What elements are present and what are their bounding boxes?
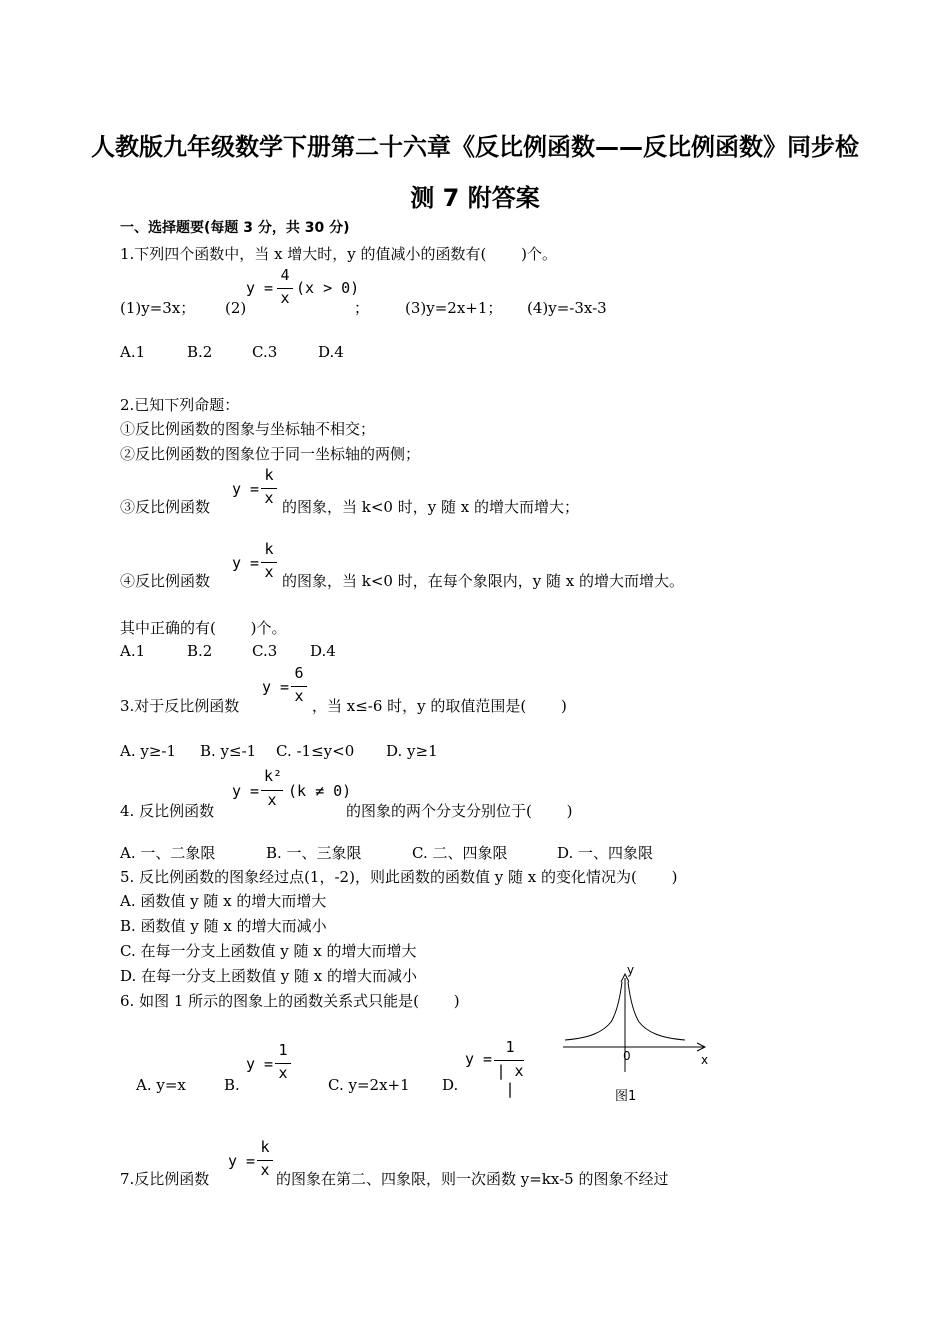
q5-choice-d: D. 在每一分支上函数值 y 随 x 的增大而减小 xyxy=(120,967,418,985)
formula-lhs: y = xyxy=(232,480,260,498)
q7-prefix: 7.反比例函数 xyxy=(120,1170,210,1188)
q1-option-2-label: (2) xyxy=(225,299,247,317)
formula-numerator: k² xyxy=(263,767,283,785)
q2-proposition-2: ②反比例函数的图象位于同一坐标轴的两侧； xyxy=(120,445,421,463)
q6-choice-c: C. y=2x+1 xyxy=(328,1076,410,1094)
formula-denominator: x xyxy=(267,791,277,809)
q1-option-2-separator: ； xyxy=(354,299,370,317)
q4-choice-a: A. 一、二象限 xyxy=(120,844,216,862)
formula-denominator: x xyxy=(260,1161,270,1179)
q6-choice-b-label: B. xyxy=(224,1076,240,1094)
q2-choice-b: B.2 xyxy=(187,642,213,660)
fraction-bar xyxy=(494,1060,524,1061)
formula-lhs: y = xyxy=(228,1152,256,1170)
formula-lhs: y = xyxy=(262,678,290,696)
q2-tail: 其中正确的有( )个。 xyxy=(120,619,287,637)
q6-choice-d-label: D. xyxy=(442,1076,459,1094)
q4-prefix: 4. 反比例函数 xyxy=(120,802,215,820)
q5-choice-b: B. 函数值 y 随 x 的增大而减小 xyxy=(120,917,327,935)
q6-choice-a: A. y=x xyxy=(136,1076,186,1094)
q3-choice-c: C. -1≤y<0 xyxy=(276,742,355,760)
q4-choice-d: D. 一、四象限 xyxy=(557,844,654,862)
formula-lhs: y = xyxy=(232,554,260,572)
figure-1-graph xyxy=(555,960,725,1110)
formula-numerator: 4 xyxy=(280,266,290,284)
q2-choice-c: C.3 xyxy=(252,642,278,660)
q3-choice-a: A. y≥-1 xyxy=(120,742,177,760)
formula-numerator: 6 xyxy=(294,664,304,682)
formula-condition: (k ≠ 0) xyxy=(288,782,352,800)
q2-proposition-3-prefix: ③反比例函数 xyxy=(120,498,211,516)
formula-numerator: k xyxy=(264,540,274,558)
q1-formula xyxy=(246,266,366,316)
formula-lhs: y = xyxy=(246,1055,274,1073)
q4-formula xyxy=(232,767,352,817)
q1-choice-a: A.1 xyxy=(120,343,146,361)
formula-denominator: x xyxy=(278,1064,288,1082)
q1-option-1: (1)y=3x； xyxy=(120,299,196,317)
formula-numerator: 1 xyxy=(505,1038,515,1056)
q2-proposition-3-suffix: 的图象，当 k<0 时，y 随 x 的增大而增大； xyxy=(282,498,579,516)
q3-choice-b: B. y≤-1 xyxy=(200,742,257,760)
formula-lhs: y = xyxy=(232,782,260,800)
q2-choice-d: D.4 xyxy=(310,642,336,660)
q3-prefix: 3.对于反比例函数 xyxy=(120,697,240,715)
q6-stem: 6. 如图 1 所示的图象上的函数关系式只能是( ) xyxy=(120,992,460,1010)
q1-stem: 1.下列四个函数中，当 x 增大时，y 的值减小的函数有( )个。 xyxy=(120,245,558,263)
formula-denominator: x xyxy=(294,687,304,705)
formula-denominator: | x | xyxy=(496,1062,524,1098)
q6-formula-d xyxy=(465,1038,535,1098)
q2-choice-a: A.1 xyxy=(120,642,146,660)
q1-choice-d: D.4 xyxy=(318,343,344,361)
q2-stem: 2.已知下列命题： xyxy=(120,396,240,414)
formula-numerator: k xyxy=(260,1138,270,1156)
curve-right-branch xyxy=(628,982,685,1040)
q2-proposition-1: ①反比例函数的图象与坐标轴不相交； xyxy=(120,420,376,438)
formula-numerator: 1 xyxy=(278,1041,288,1059)
q2-proposition-4-prefix: ④反比例函数 xyxy=(120,572,211,590)
q4-choice-b: B. 一、三象限 xyxy=(266,844,362,862)
y-axis-label: y xyxy=(627,963,635,977)
q5-choice-a: A. 函数值 y 随 x 的增大而增大 xyxy=(120,892,327,910)
page-title-line1: 人教版九年级数学下册第二十六章《反比例函数——反比例函数》同步检 xyxy=(91,133,859,161)
origin-label: 0 xyxy=(623,1049,631,1063)
page-title-line2: 测 7 附答案 xyxy=(410,184,540,212)
q6-formula-b xyxy=(246,1041,306,1091)
formula-lhs: y = xyxy=(465,1050,493,1068)
q3-suffix: ，当 x≤-6 时，y 的取值范围是( ) xyxy=(312,697,567,715)
q4-suffix: 的图象的两个分支分别位于( ) xyxy=(346,802,573,820)
q4-choice-c: C. 二、四象限 xyxy=(412,844,508,862)
formula-lhs: y = xyxy=(246,279,274,297)
section-heading: 一、选择题要(每题 3 分，共 30 分) xyxy=(120,220,350,236)
formula-denominator: x xyxy=(264,563,274,581)
curve-left-branch xyxy=(565,982,622,1040)
q7-suffix: 的图象在第二、四象限，则一次函数 y=kx-5 的图象不经过 xyxy=(276,1170,669,1188)
q3-choice-d: D. y≥1 xyxy=(386,742,438,760)
formula-denominator: x xyxy=(264,489,274,507)
formula-denominator: x xyxy=(280,289,290,307)
q1-option-4: (4)y=-3x-3 xyxy=(527,299,607,317)
q5-choice-c: C. 在每一分支上函数值 y 随 x 的增大而增大 xyxy=(120,942,417,960)
q1-choice-b: B.2 xyxy=(187,343,213,361)
q2-proposition-4-suffix: 的图象，当 k<0 时，在每个象限内，y 随 x 的增大而增大。 xyxy=(282,572,684,590)
q5-stem: 5. 反比例函数的图象经过点(1，-2)，则此函数的函数值 y 随 x 的变化情况为( ) xyxy=(120,868,678,886)
figure-caption: 图1 xyxy=(615,1089,637,1104)
x-axis-label: x xyxy=(701,1053,709,1067)
q1-choice-c: C.3 xyxy=(252,343,278,361)
q1-option-3: (3)y=2x+1； xyxy=(405,299,503,317)
formula-condition: (x > 0) xyxy=(296,279,360,297)
formula-numerator: k xyxy=(264,466,274,484)
